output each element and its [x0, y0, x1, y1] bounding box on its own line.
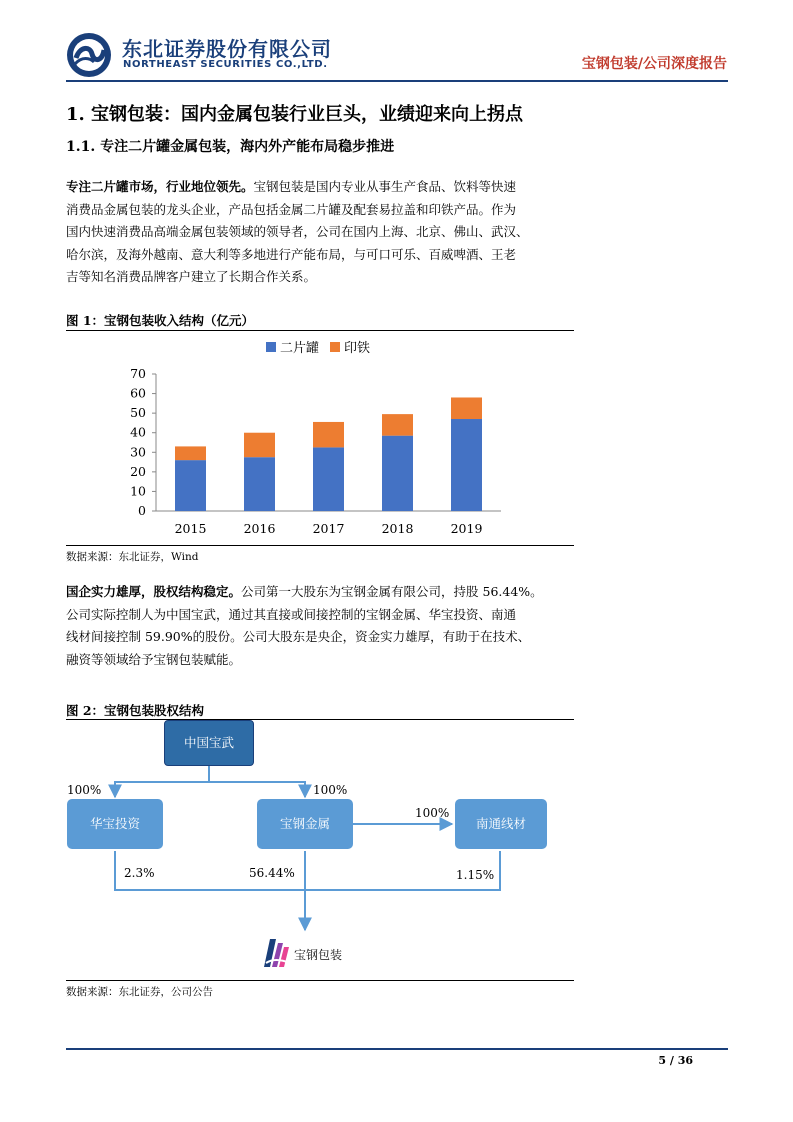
- y-tick-label: 60: [130, 385, 146, 401]
- company-name-en: NORTHEAST SECURITIES CO.,LTD.: [123, 59, 328, 70]
- paragraph-lead: 专注二片罐市场，行业地位领先。: [66, 179, 254, 194]
- paragraph-line: 融资等领域给予宝钢包装赋能。: [66, 651, 242, 667]
- edge-label-metal-nantong: 100%: [415, 806, 450, 820]
- y-tick-label: 20: [130, 463, 146, 479]
- node-nantong-wire: 南通线材: [455, 799, 547, 849]
- paragraph-line: 线材间接控制 59.90%的股份。公司大股东是央企，资金实力雄厚，有助于在技术、: [66, 629, 531, 644]
- node-baogang-metal: 宝钢金属: [257, 799, 353, 849]
- paragraph-line: 公司第一大股东为宝钢金属有限公司，持股 56.44%。: [241, 584, 543, 599]
- edge-label-top-metal: 100%: [313, 783, 348, 797]
- x-tick-label: 2018: [381, 521, 414, 536]
- y-tick-label: 40: [130, 424, 146, 440]
- edge-top-to-huabao: [115, 766, 209, 797]
- x-tick-label: 2015: [174, 521, 207, 536]
- legend-label-erpianguan: 二片罐: [280, 341, 320, 356]
- edge-label-nantong-target: 1.15%: [456, 868, 495, 882]
- edge-label-metal-target: 56.44%: [249, 866, 295, 880]
- x-tick-label: 2019: [450, 521, 483, 536]
- y-tick-label: 30: [130, 444, 146, 460]
- paragraph-line: 公司实际控制人为中国宝武，通过其直接或间接控制的宝钢金属、华宝投资、南通: [66, 606, 517, 622]
- edge-label-huabao-target: 2.3%: [124, 866, 155, 880]
- footer-rule: [66, 1048, 728, 1050]
- node-huabao-investment: 华宝投资: [67, 799, 163, 849]
- subsection-heading: 1.1. 专注二片罐金属包装，海内外产能布局稳步推进: [66, 139, 395, 155]
- y-tick-label: 50: [130, 405, 146, 421]
- baosteel-packaging-logo-icon: [262, 937, 292, 969]
- paragraph-line: 国内快速消费品高端金属包装领域的领导者，公司在国内上海、北京、佛山、武汉、: [66, 224, 529, 239]
- report-tag: 宝钢包装/公司深度报告: [581, 56, 727, 72]
- paragraph-line: 吉等知名消费品牌客户建立了长期合作关系。: [66, 269, 317, 284]
- figure-2-bottom-rule: [66, 980, 574, 981]
- figure-1-title: 图 1：宝钢包装收入结构（亿元）: [66, 313, 255, 328]
- y-tick-label: 0: [138, 503, 146, 518]
- figure-2-title: 图 2：宝钢包装股权结构: [66, 703, 205, 718]
- figure-2-source: 数据来源：东北证券，公司公告: [66, 986, 213, 998]
- paragraph-line: 宝钢包装是国内专业从事生产食品、饮料等快速: [253, 179, 517, 194]
- section-heading: 1. 宝钢包装：国内金属包装行业巨头，业绩迎来向上拐点: [66, 104, 524, 125]
- y-tick-label: 70: [130, 366, 146, 381]
- company-name-cn: 东北证券股份有限公司: [122, 37, 332, 61]
- y-tick-label: 10: [130, 483, 146, 499]
- paragraph-line: 哈尔滨，及海外越南、意大利等多地进行产能布局，与可口可乐、百威啤酒、王老: [66, 246, 517, 262]
- node-target-name: 宝钢包装: [294, 948, 343, 962]
- edge-top-to-metal: [209, 782, 305, 797]
- edge-label-top-huabao: 100%: [67, 783, 102, 797]
- page-number: 5 / 36: [658, 1054, 693, 1067]
- paragraph-lead: 国企实力雄厚，股权结构稳定。: [66, 584, 242, 599]
- figure-1-source: 数据来源：东北证券，Wind: [66, 551, 199, 563]
- x-tick-label: 2016: [243, 521, 276, 536]
- legend-label-yintie: 印铁: [344, 341, 371, 356]
- node-china-baowu: 中国宝武: [164, 720, 254, 766]
- paragraph-line: 消费品金属包装的龙头企业，产品包括金属二片罐及配套易拉盖和印铁产品。作为: [66, 201, 517, 217]
- x-tick-label: 2017: [312, 521, 345, 536]
